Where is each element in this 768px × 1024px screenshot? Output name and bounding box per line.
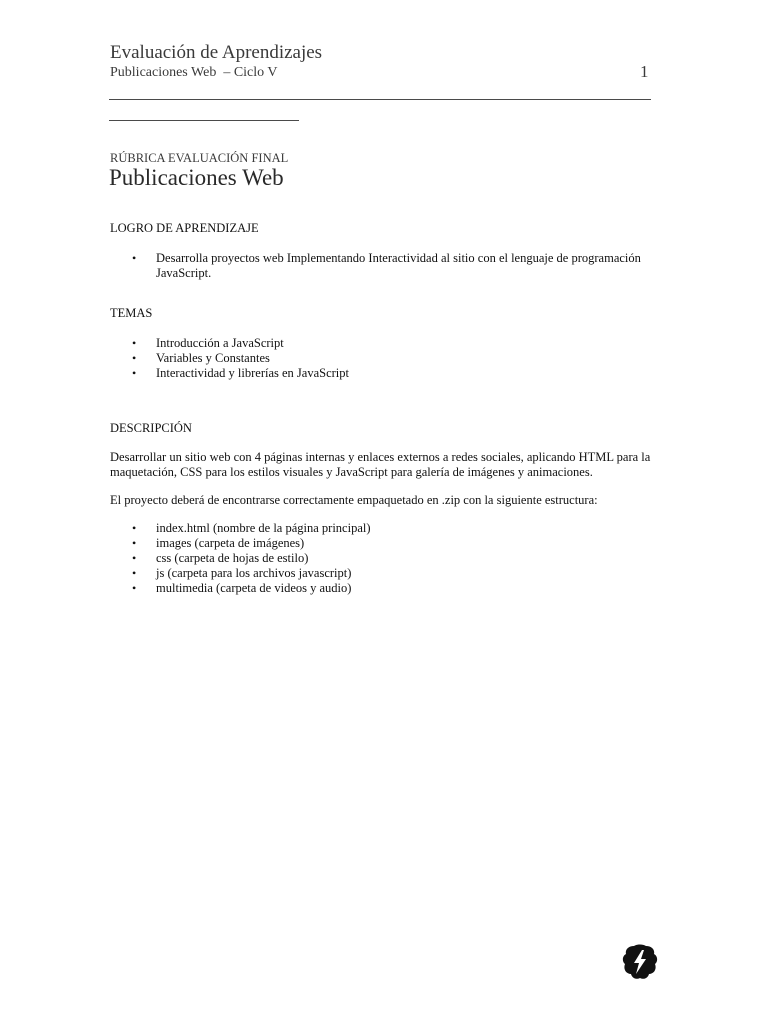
list-item xyxy=(110,536,670,551)
list-item xyxy=(110,566,670,581)
temas-list xyxy=(110,336,670,381)
bullet-icon: • xyxy=(132,536,137,550)
brain-bolt-icon xyxy=(620,942,660,982)
list-item xyxy=(110,251,670,281)
document-title: Publicaciones Web xyxy=(109,165,284,190)
header-rule xyxy=(109,99,651,100)
header-rule-short xyxy=(109,120,299,121)
bullet-icon: • xyxy=(132,351,137,365)
descripcion-paragraph-2: El proyecto deberá de encontrarse correctamente empaquetado en .zip con la siguiente estructura: xyxy=(110,493,598,507)
list-item-text: multimedia (carpeta de videos y audio) xyxy=(156,581,352,595)
list-item xyxy=(110,336,670,351)
descripcion-paragraph-1: Desarrollar un sitio web con 4 páginas internas y enlaces externos a redes sociales, aplicando HTML para la maquetación, CSS para los estilos visuales y JavaScript para galería de imágenes y animaciones. xyxy=(110,450,651,479)
bullet-icon: • xyxy=(132,566,137,580)
bullet-icon: • xyxy=(132,581,137,595)
temas-heading: TEMAS xyxy=(110,306,153,320)
list-item-text: index.html (nombre de la página principal) xyxy=(156,521,371,535)
list-item-text: Interactividad y librerías en JavaScript xyxy=(156,366,349,380)
list-item xyxy=(110,551,670,566)
list-item-text: images (carpeta de imágenes) xyxy=(156,536,305,550)
list-item xyxy=(110,581,670,596)
header-title: Evaluación de Aprendizajes xyxy=(110,42,323,63)
list-item-text: Desarrolla proyectos web Implementando Interactividad al sitio con el lenguaje de programación JavaScript. xyxy=(156,251,641,280)
list-item xyxy=(110,521,670,536)
bullet-icon: • xyxy=(132,336,137,350)
bullet-icon: • xyxy=(132,551,137,565)
list-item-text: Introducción a JavaScript xyxy=(156,336,284,350)
bullet-icon: • xyxy=(132,521,137,535)
document-kicker: RÚBRICA EVALUACIÓN FINAL xyxy=(110,151,289,165)
bullet-icon: • xyxy=(132,251,137,265)
bullet-icon: • xyxy=(132,366,137,380)
logro-list xyxy=(110,251,670,281)
logro-heading: LOGRO DE APRENDIZAJE xyxy=(110,221,259,235)
list-item xyxy=(110,351,670,366)
estructura-list xyxy=(110,521,670,596)
header-subtitle: Publicaciones Web – Ciclo V xyxy=(110,65,278,80)
descripcion-heading: DESCRIPCIÓN xyxy=(110,421,192,435)
list-item-text: css (carpeta de hojas de estilo) xyxy=(156,551,309,565)
list-item-text: js (carpeta para los archivos javascript) xyxy=(156,566,352,580)
list-item xyxy=(110,366,670,381)
page-number: 1 xyxy=(640,62,649,81)
list-item-text: Variables y Constantes xyxy=(156,351,270,365)
